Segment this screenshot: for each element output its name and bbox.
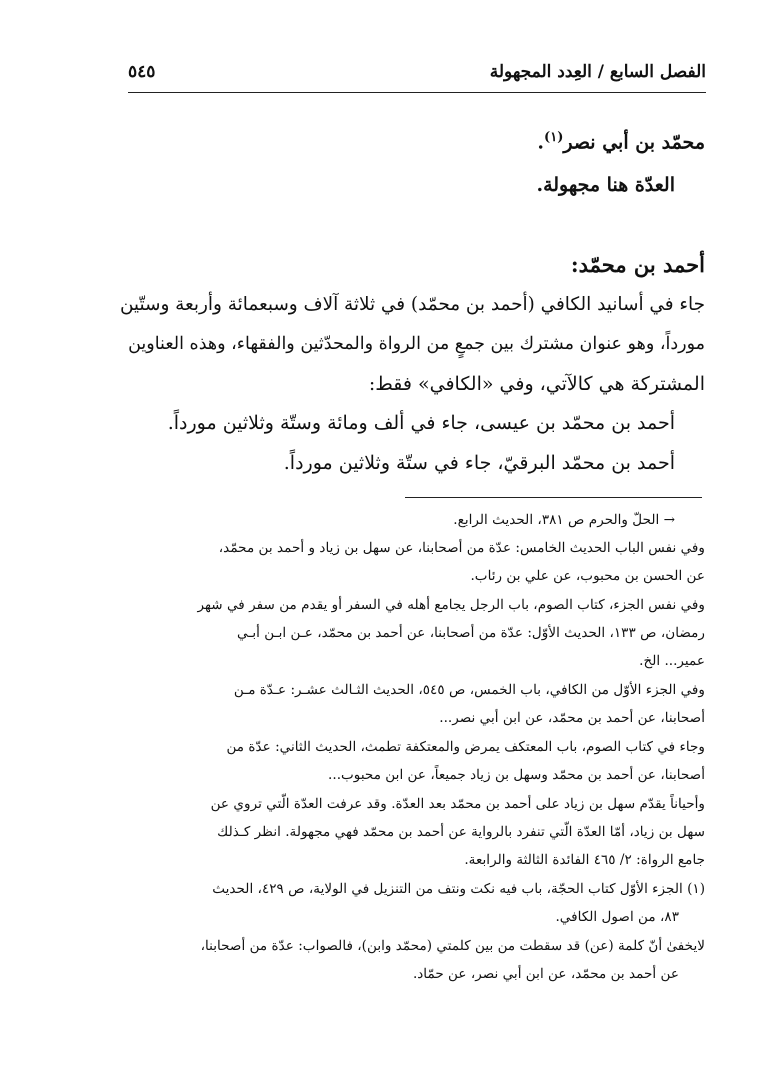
entry-note: العدّة هنا مجهولة. xyxy=(536,174,675,196)
entry-name: محمّد بن أبي نصر xyxy=(563,131,705,154)
page-number: ٥٤٥ xyxy=(128,62,156,82)
footnote-line: (١) الجزء الأوّل كتاب الحجّة، باب فيه نكت ونتف من التنزيل في الولاية، ص ٤٢٩، الحديث xyxy=(212,881,705,897)
list-item: أحمد بن محمّد البرقيّ، جاء في ستّة وثلاثين مورداً. xyxy=(283,452,675,474)
chapter-title: الفصل السابع / العِدد المجهولة xyxy=(489,62,706,82)
footnote-line: أصحابنا، عن أحمد بن محمّد، عن ابن أبي نصر... xyxy=(439,710,705,726)
list-item: أحمد بن محمّد بن عيسى، جاء في ألف ومائة وستّة وثلاثين مورداً. xyxy=(167,412,675,434)
entry-heading xyxy=(537,130,705,153)
footnote-line: وفي نفس الباب الحديث الخامس: عدّة من أصحابنا، عن سهل بن زياد و أحمد بن محمّد، xyxy=(218,540,705,556)
paragraph-line: المشتركة هي كالآتي، وفي «الكافي» فقط: xyxy=(368,373,705,395)
footnote-line: وجاء في كتاب الصوم، باب المعتكف يمرض والمعتكفة تطمث، الحديث الثاني: عدّة من xyxy=(226,739,705,755)
footnote-line: عن أحمد بن محمّد، عن ابن أبي نصر، عن حمّاد. xyxy=(412,966,679,982)
entry-end: . xyxy=(537,131,545,154)
footnote-line: رمضان، ص ١٣٣، الحديث الأوّل: عدّة من أصحابنا، عن أحمد بن محمّد، عـن ابـن أبـي xyxy=(237,625,705,641)
footnote-line: وأحياناً يقدّم سهل بن زياد على أحمد بن محمّد بعد العدّة. وقد عرفت العدّة الّتي تروي عن xyxy=(210,796,705,812)
footnote-line: أصحابنا، عن أحمد بن محمّد وسهل بن زياد جميعاً، عن ابن محبوب... xyxy=(328,767,705,783)
footnote-line: سهل بن زياد، أمّا العدّة الّتي تنفرد بالرواية عن أحمد بن محمّد فهي مجهولة. انظر كـذلك xyxy=(217,824,705,840)
section-heading: أحمد بن محمّد: xyxy=(570,252,705,277)
footnote-line: عن الحسن بن محبوب، عن علي بن رئاب. xyxy=(470,568,705,584)
footnote-line: عمير... الخ. xyxy=(639,653,705,669)
footnote-line: → الحلّ والحرم ص ٣٨١، الحديث الرابع. xyxy=(453,512,675,528)
footnote-line: جامع الرواة: ٢/ ٤٦٥ الفائدة الثالثة والرابعة. xyxy=(464,852,705,868)
footnote-line: وفي الجزء الأوّل من الكافي، باب الخمس، ص ٥٤٥، الحديث الثـالث عشـر: عـدّة مـن xyxy=(233,682,705,698)
footnote-line: لايخفىٰ أنّ كلمة (عن) قد سقطت من بين كلمتي (محمّد وابن)، فالصواب: عدّة من أصحابنا، xyxy=(200,938,705,954)
footnote-line: وفي نفس الجزء، كتاب الصوم، باب الرجل يجامع أهله في السفر أو يقدم من سفر في شهر xyxy=(197,597,705,613)
footnote-ref[interactable]: (١) xyxy=(544,130,564,145)
paragraph-line: مورداً، وهو عنوان مشترك بين جمعٍ من الرواة والمحدّثين والفقهاء، وهذه العناوين xyxy=(128,334,705,354)
running-header xyxy=(128,58,706,93)
footnote-line: ٨٣، من اصول الكافي. xyxy=(555,909,679,925)
footnote-separator xyxy=(405,497,702,498)
paragraph-line: جاء في أسانيد الكافي (أحمد بن محمّد) في ثلاثة آلاف وسبعمائة وأربعة وستّين xyxy=(119,294,705,315)
